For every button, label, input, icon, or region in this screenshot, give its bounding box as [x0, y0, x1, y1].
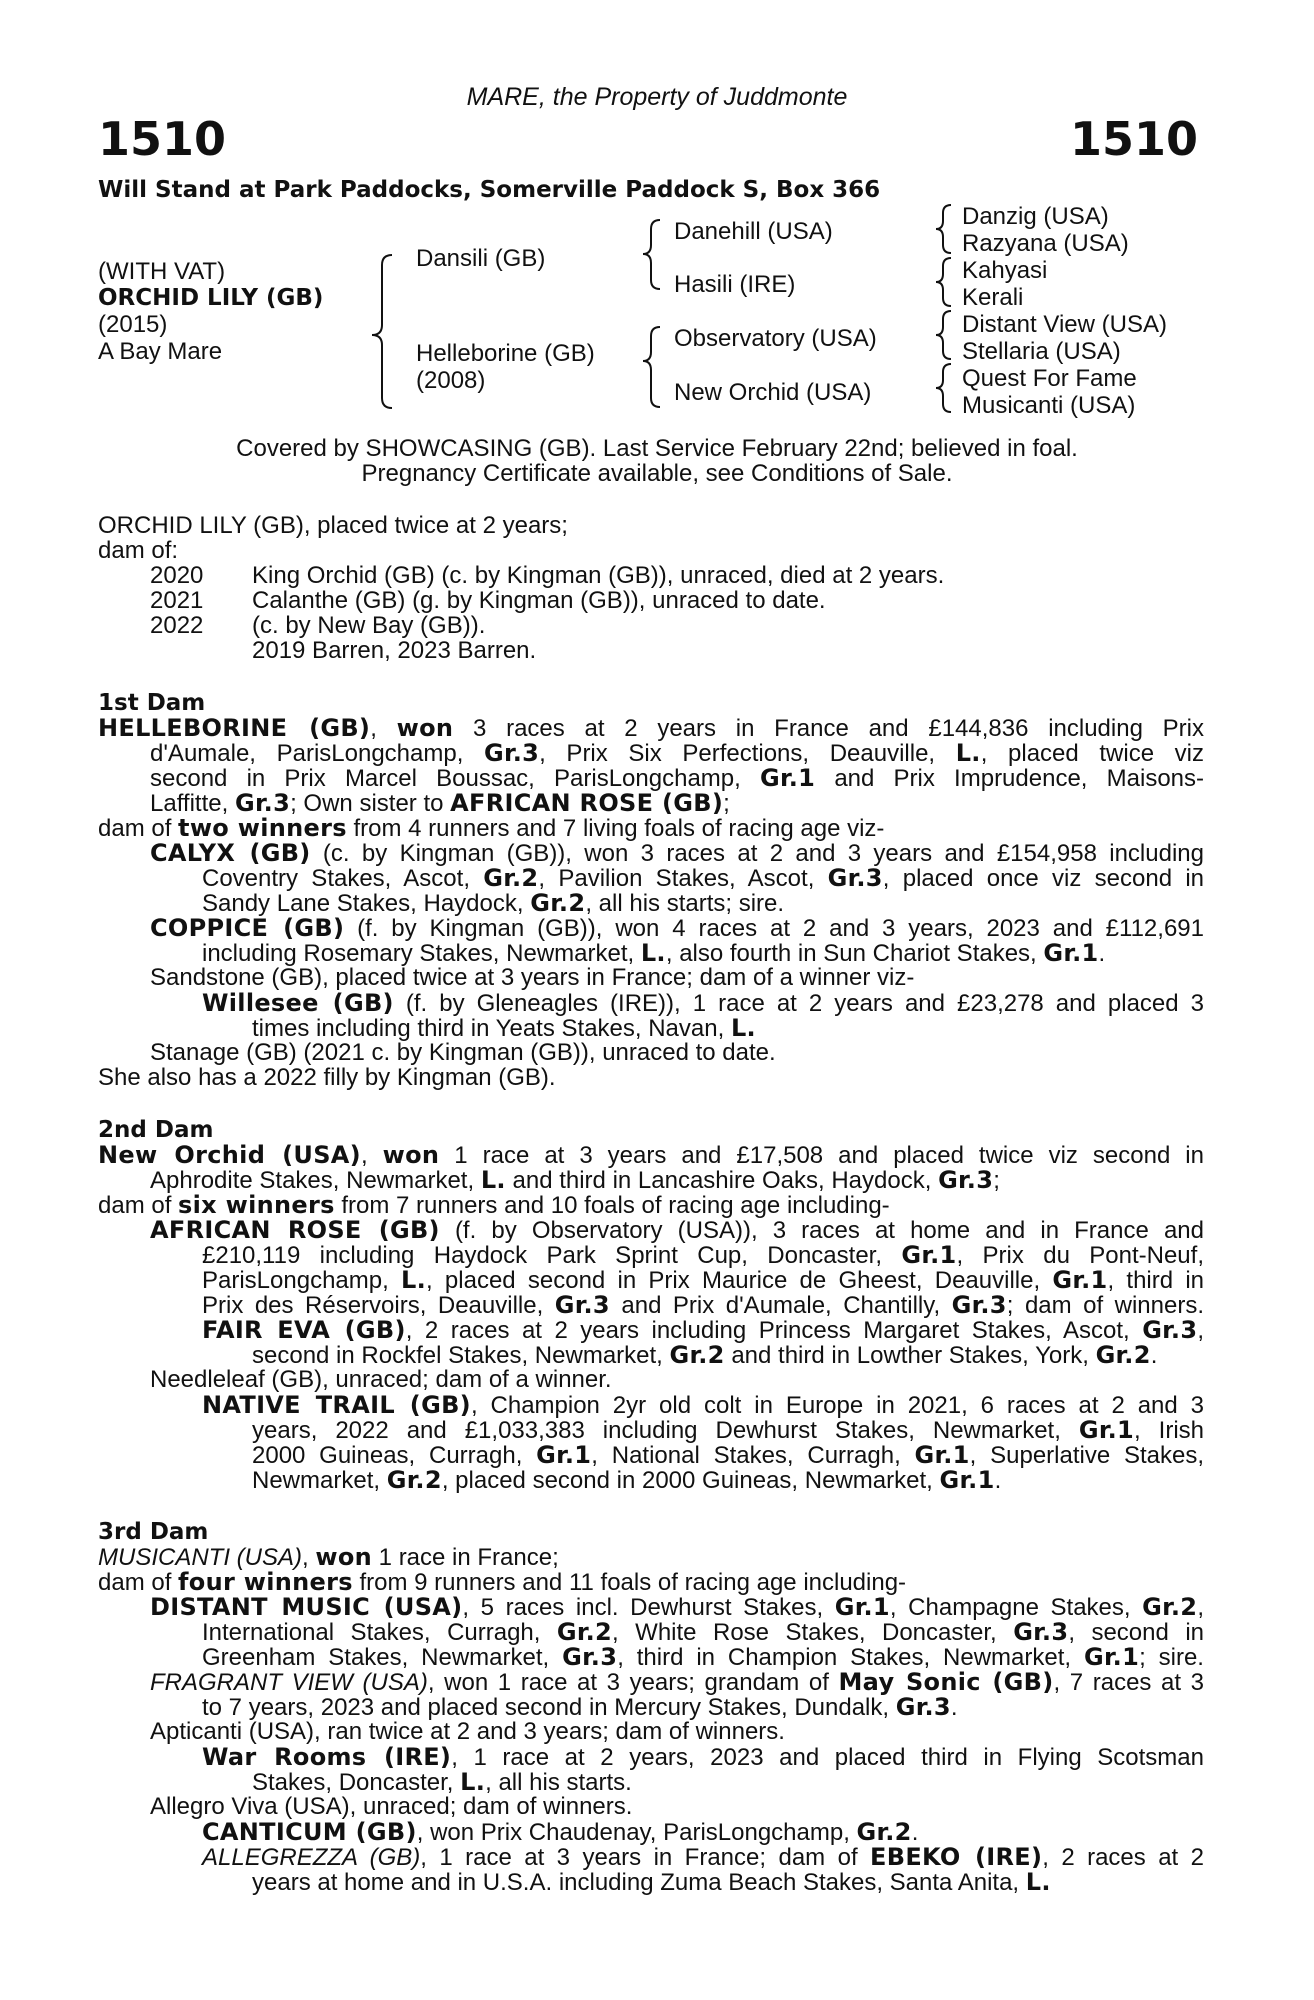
produce-text: King Orchid (GB) (c. by Kingman (GB)), unraced, died at 2 years.: [252, 562, 945, 589]
text: , 1 race at 3 years in France; dam of: [420, 1844, 858, 1871]
text: and Prix d'Aumale, Chantilly,: [621, 1292, 941, 1319]
grade-badge: Gr.3: [895, 1693, 951, 1721]
text: dam of: [98, 815, 172, 842]
text: , White Rose Stakes, Doncaster,: [612, 1619, 997, 1646]
text: , also fourth in Sun Chariot Stakes,: [665, 940, 1037, 967]
ancestor-dds: Quest For Fame: [962, 365, 1137, 392]
offspring-name: War Rooms (IRE): [202, 1743, 452, 1771]
text: , placed once viz second in: [882, 865, 1205, 892]
text: , Prix du Pont-Neuf,: [956, 1242, 1204, 1269]
dam-name: New Orchid (USA): [98, 1141, 361, 1169]
willesee-line: [202, 990, 1204, 1017]
produce-text: (c. by New Bay (GB)).: [252, 612, 486, 639]
listed-badge: L.: [955, 739, 981, 767]
ancestor-ssd: Razyana (USA): [962, 230, 1129, 257]
horse-link-name: May Sonic (GB): [838, 1668, 1054, 1696]
grade-badge: Gr.2: [386, 1466, 442, 1494]
listed-badge: L.: [730, 1014, 756, 1042]
text: , Champagne Stakes,: [889, 1594, 1131, 1621]
third-dam-heading: 3rd Dam: [98, 1519, 209, 1545]
text: ; dam of winners.: [1006, 1292, 1204, 1319]
ancestor-sss: Danzig (USA): [962, 203, 1109, 230]
listed-badge: L.: [480, 1166, 506, 1194]
text: and third in Lancashire Oaks, Haydock,: [512, 1167, 932, 1194]
text: ;: [723, 790, 730, 817]
text: International Stakes, Curragh,: [202, 1619, 541, 1646]
first-dam-damof: [98, 815, 884, 842]
winners-count: four winners: [178, 1568, 353, 1596]
text: , 2 races at 2: [1042, 1844, 1204, 1871]
text: dam of: [98, 1569, 172, 1596]
offspring-name: ALLEGREZZA (GB): [202, 1844, 421, 1871]
text: ;: [993, 1167, 1000, 1194]
text: 1 race at 3 years and £17,508 and placed twice viz second in: [454, 1142, 1204, 1169]
first-dam-heading: 1st Dam: [98, 690, 206, 716]
text: ParisLongchamp,: [202, 1267, 389, 1294]
first-dam-line: [150, 740, 1204, 767]
grade-badge: Gr.3: [554, 1291, 610, 1319]
text: dam of: [98, 1192, 172, 1219]
coppice-line: [202, 940, 1105, 967]
text: , Superlative Stakes,: [969, 1442, 1204, 1469]
needleleaf-line: Needleleaf (GB), unraced; dam of a winner.: [150, 1366, 612, 1393]
calyx-line: [202, 865, 1204, 892]
sale-subtitle: MARE, the Property of Juddmonte: [466, 83, 848, 111]
won-label: won: [382, 1141, 440, 1169]
first-dam-line: [150, 765, 1204, 792]
grade-badge: Gr.2: [1142, 1593, 1198, 1621]
text: , National Stakes, Curragh,: [591, 1442, 901, 1469]
text: to 7 years, 2023 and placed second in Mercury Stakes, Dundalk,: [202, 1694, 890, 1721]
offspring-name: Willesee (GB): [202, 989, 394, 1017]
allegrezza-line: [252, 1869, 1051, 1896]
grade-badge: Gr.1: [536, 1441, 592, 1469]
text: , 1 race at 2 years, 2023 and placed third in Flying Scotsman: [451, 1744, 1204, 1771]
offspring-name: CALYX (GB): [150, 839, 311, 867]
offspring-name: FAIR EVA (GB): [202, 1316, 406, 1344]
offspring-name: FRAGRANT VIEW (USA): [150, 1669, 428, 1696]
text: (f. by Observatory (USA)), 3 races at home and in France and: [454, 1217, 1204, 1244]
text: .: [1150, 1342, 1158, 1369]
fragrant-view-line: [202, 1694, 958, 1721]
text: and third in Lowther Stakes, York,: [731, 1342, 1089, 1369]
grade-badge: Gr.1: [760, 764, 816, 792]
lot-number-right: 1510: [1069, 112, 1198, 166]
ancestor-ddd: Musicanti (USA): [962, 392, 1136, 419]
text: , 7 races at 3: [1053, 1669, 1204, 1696]
horse-name: ORCHID LILY (GB): [98, 285, 324, 311]
offspring-name: COPPICE (GB): [150, 914, 345, 942]
dam-year: (2008): [416, 367, 486, 394]
fair-eva-line: [202, 1317, 1204, 1344]
dam-name: HELLEBORINE (GB): [98, 714, 371, 742]
text: (f. by Kingman (GB)), won 4 races at 2 and 3 years, 2023 and £112,691: [357, 915, 1204, 942]
ancestor-dsd: Stellaria (USA): [962, 338, 1121, 365]
grade-badge: Gr.1: [901, 1241, 957, 1269]
native-trail-line: [202, 1392, 1204, 1419]
text: Laffitte,: [150, 790, 229, 817]
produce-intro: ORCHID LILY (GB), placed twice at 2 years;: [98, 512, 568, 539]
dam: Helleborine (GB): [416, 340, 595, 367]
grade-badge: Gr.3: [827, 864, 883, 892]
stanage-line: Stanage (GB) (2021 c. by Kingman (GB)), unraced to date.: [150, 1039, 776, 1066]
horse-vat: (WITH VAT): [98, 258, 226, 285]
produce-year: 2022: [150, 612, 204, 639]
text: (f. by Gleneagles (IRE)), 1 race at 2 years and £23,278 and placed 3: [405, 990, 1204, 1017]
text: (c. by Kingman (GB)), won 3 races at 2 and 3 years and £154,958 including: [322, 840, 1204, 867]
text: , Pavilion Stakes, Ascot,: [538, 865, 815, 892]
winners-count: six winners: [178, 1191, 335, 1219]
apticanti-line: Apticanti (USA), ran twice at 2 and 3 years; dam of winners.: [150, 1718, 785, 1745]
text: , 5 races incl. Dewhurst Stakes,: [462, 1594, 824, 1621]
text: , Irish: [1134, 1417, 1204, 1444]
text: , all his starts; sire.: [585, 890, 785, 917]
horse-year: (2015): [98, 311, 168, 338]
text: Newmarket,: [252, 1467, 381, 1494]
fair-eva-line: [252, 1342, 1157, 1369]
grade-badge: Gr.3: [951, 1291, 1007, 1319]
stand-location: Will Stand at Park Paddocks, Somerville Paddock S, Box 366: [98, 177, 881, 203]
dam-dam: New Orchid (USA): [674, 379, 872, 406]
third-dam-line: MUSICANTI (USA), won 1 race in France;: [98, 1543, 559, 1571]
text: second in Prix Marcel Boussac, ParisLongchamp,: [150, 765, 741, 792]
text: Sandy Lane Stakes, Haydock,: [202, 890, 524, 917]
text: , placed twice viz: [980, 740, 1205, 767]
horse-link-name: EBEKO (IRE): [870, 1843, 1043, 1871]
produce-year: 2020: [150, 562, 204, 589]
text: from 4 runners and 7 living foals of racing age viz-: [353, 815, 885, 842]
produce-text: 2019 Barren, 2023 Barren.: [252, 637, 537, 664]
text: Coventry Stakes, Ascot,: [202, 865, 470, 892]
text: , 2 races at 2 years including Princess Margaret Stakes, Ascot,: [405, 1317, 1130, 1344]
text: ,: [1197, 1317, 1204, 1344]
text: ; Own sister to: [290, 790, 444, 817]
grade-badge: Gr.3: [562, 1643, 618, 1671]
horse-link-name: AFRICAN ROSE (GB): [450, 789, 724, 817]
grade-badge: Gr.1: [1083, 1643, 1140, 1671]
distant-music-line: [202, 1644, 1204, 1671]
text: d'Aumale, ParisLongchamp,: [150, 740, 464, 767]
grade-badge: Gr.1: [1078, 1416, 1135, 1444]
grade-badge: Gr.2: [1095, 1341, 1151, 1369]
text: , third in: [1107, 1267, 1205, 1294]
text: and Prix Imprudence, Maisons-: [834, 765, 1205, 792]
offspring-name: NATIVE TRAIL (GB): [202, 1391, 471, 1419]
african-rose-line: [150, 1217, 1204, 1244]
grade-badge: Gr.1: [1043, 939, 1099, 967]
sire-dam: Hasili (IRE): [674, 271, 796, 298]
first-dam-line: HELLEBORINE (GB), won 3 races at 2 years in France and £144,836 including Prix: [98, 714, 1204, 742]
text: from 7 runners and 10 foals of racing age including-: [341, 1192, 890, 1219]
ancestor-sdd: Kerali: [962, 284, 1024, 311]
covered-line-1: Covered by SHOWCASING (GB). Last Service February 22nd; believed in foal.: [236, 435, 1078, 462]
text: times including third in Yeats Stakes, Navan,: [252, 1015, 725, 1042]
war-rooms-line: [252, 1769, 632, 1796]
first-dam-line: [150, 790, 730, 817]
calyx-line: [150, 840, 1204, 867]
distant-music-line: [202, 1619, 1204, 1646]
native-trail-line: [252, 1442, 1204, 1469]
covered-line-2: Pregnancy Certificate available, see Conditions of Sale.: [361, 460, 953, 487]
won-label: won: [396, 714, 454, 742]
african-rose-line: [202, 1242, 1204, 1269]
grade-badge: Gr.1: [939, 1466, 995, 1494]
ancestor-sds: Kahyasi: [962, 257, 1048, 284]
distant-music-line: [150, 1594, 1204, 1621]
native-trail-line: [252, 1417, 1204, 1444]
text: Greenham Stakes, Newmarket,: [202, 1644, 550, 1671]
listed-badge: L.: [640, 939, 666, 967]
grade-badge: Gr.1: [914, 1441, 970, 1469]
offspring-name: DISTANT MUSIC (USA): [150, 1593, 463, 1621]
grade-badge: Gr.3: [1142, 1316, 1198, 1344]
text: 3 races at 2 years in France and £144,836 including Prix: [473, 715, 1204, 742]
grade-badge: Gr.1: [834, 1593, 890, 1621]
coppice-line: [150, 915, 1204, 942]
dam-name: MUSICANTI (USA): [98, 1544, 302, 1571]
second-dam-damof: [98, 1192, 890, 1219]
listed-badge: L.: [1025, 1868, 1051, 1896]
grade-badge: Gr.3: [234, 789, 291, 817]
lot-number-left: 1510: [98, 112, 227, 166]
text: , won Prix Chaudenay, ParisLongchamp,: [416, 1819, 850, 1846]
grade-badge: Gr.2: [530, 889, 586, 917]
sandstone-line: Sandstone (GB), placed twice at 3 years in France; dam of a winner viz-: [150, 964, 915, 991]
text: .: [994, 1467, 1002, 1494]
winners-count: two winners: [178, 814, 347, 842]
produce-text: Calanthe (GB) (g. by Kingman (GB)), unraced to date.: [252, 587, 826, 614]
war-rooms-line: [202, 1744, 1204, 1771]
text: including Rosemary Stakes, Newmarket,: [202, 940, 635, 967]
second-dam-line: New Orchid (USA), won 1 race at 3 years and £17,508 and placed twice viz second in: [98, 1141, 1204, 1169]
dam-sire: Observatory (USA): [674, 325, 877, 352]
grade-badge: Gr.3: [1013, 1618, 1069, 1646]
text: Stakes, Doncaster,: [252, 1769, 454, 1796]
african-rose-line: [202, 1267, 1204, 1294]
text: years, 2022 and £1,033,383 including Dewhurst Stakes, Newmarket,: [252, 1417, 1061, 1444]
canticum-line: [202, 1819, 918, 1846]
second-dam-line: [150, 1167, 1000, 1194]
grade-badge: Gr.2: [669, 1341, 725, 1369]
text: , placed second in 2000 Guineas, Newmarket,: [441, 1467, 933, 1494]
african-rose-line: [202, 1292, 1204, 1319]
ancestor-dss: Distant View (USA): [962, 311, 1167, 338]
allegro-line: Allegro Viva (USA), unraced; dam of winners.: [150, 1793, 633, 1820]
text: , all his starts.: [485, 1769, 632, 1796]
allegrezza-line: [202, 1844, 1204, 1871]
text: £210,119 including Haydock Park Sprint Cup, Doncaster,: [202, 1242, 883, 1269]
produce-dam-of: dam of:: [98, 537, 179, 564]
sire-sire: Danehill (USA): [674, 218, 833, 245]
fragrant-view-line: [150, 1669, 1204, 1696]
willesee-line: [252, 1015, 756, 1042]
text: 2000 Guineas, Curragh,: [252, 1442, 523, 1469]
text: , placed second in Prix Maurice de Gheest, Deauville,: [426, 1267, 1041, 1294]
text: .: [950, 1694, 958, 1721]
also-line: She also has a 2022 filly by Kingman (GB).: [98, 1064, 556, 1091]
calyx-line: [202, 890, 784, 917]
grade-badge: Gr.2: [556, 1618, 613, 1646]
won-label: won: [315, 1543, 372, 1571]
text: , Prix Six Perfections, Deauville,: [539, 740, 936, 767]
text: years at home and in U.S.A. including Zuma Beach Stakes, Santa Anita,: [252, 1869, 1020, 1896]
offspring-name: AFRICAN ROSE (GB): [150, 1216, 440, 1244]
second-dam-heading: 2nd Dam: [98, 1117, 214, 1143]
text: ,: [1197, 1594, 1204, 1621]
offspring-name: CANTICUM (GB): [202, 1818, 417, 1846]
text: ; sire.: [1139, 1644, 1204, 1671]
text: Aphrodite Stakes, Newmarket,: [150, 1167, 475, 1194]
text: .: [1098, 940, 1106, 967]
grade-badge: Gr.2: [483, 864, 539, 892]
grade-badge: Gr.2: [856, 1818, 912, 1846]
grade-badge: Gr.3: [938, 1166, 994, 1194]
sire: Dansili (GB): [416, 245, 546, 272]
listed-badge: L.: [460, 1768, 486, 1796]
grade-badge: Gr.3: [484, 739, 540, 767]
text: , Champion 2yr old colt in Europe in 2021, 6 races at 2 and 3: [470, 1392, 1204, 1419]
native-trail-line: [252, 1467, 1001, 1494]
text: , third in Champion Stakes, Newmarket,: [617, 1644, 1072, 1671]
third-dam-damof: [98, 1569, 906, 1596]
text: , second in: [1068, 1619, 1204, 1646]
text: second in Rockfel Stakes, Newmarket,: [252, 1342, 663, 1369]
text: , won 1 race at 3 years; grandam of: [427, 1669, 829, 1696]
text: Prix des Réservoirs, Deauville,: [202, 1292, 544, 1319]
horse-description: A Bay Mare: [98, 338, 223, 365]
text: .: [911, 1819, 919, 1846]
grade-badge: Gr.1: [1052, 1266, 1108, 1294]
text: from 9 runners and 11 foals of racing age including-: [359, 1569, 907, 1596]
text: 1 race in France;: [378, 1544, 559, 1571]
produce-year: 2021: [150, 587, 204, 614]
listed-badge: L.: [401, 1266, 427, 1294]
